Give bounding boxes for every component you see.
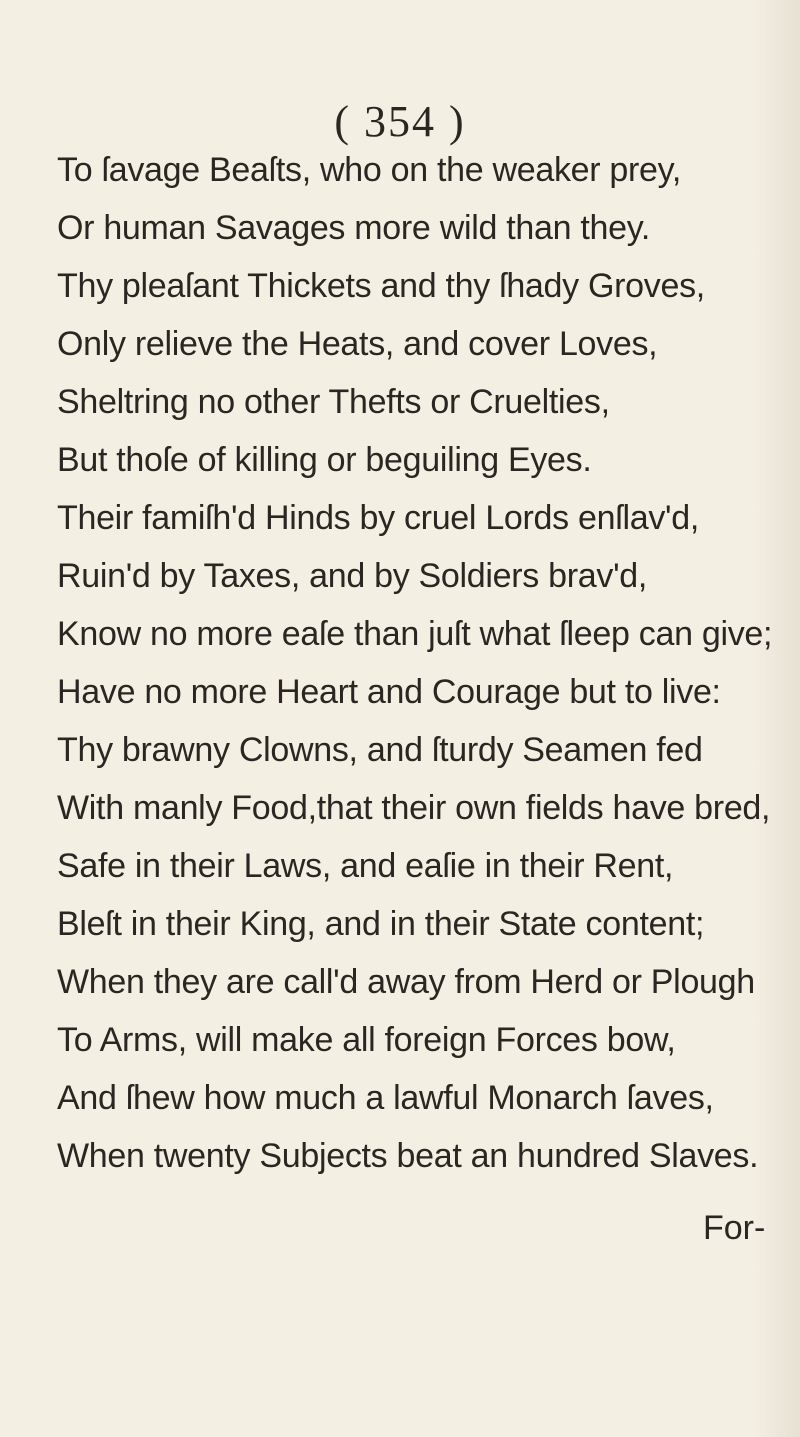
catchword: For-: [703, 1209, 766, 1247]
poem-line-13: Safe in their Laws, and eaſie in their Rent,: [57, 847, 674, 885]
poem-line-11: Thy brawny Clowns, and ſturdy Seamen fed: [57, 731, 703, 769]
poem-line-6: But thoſe of killing or beguiling Eyes.: [57, 441, 592, 479]
poem-line-12: With manly Food,that their own fields have bred,: [57, 789, 771, 827]
poem-line-8: Ruin'd by Taxes, and by Soldiers brav'd,: [57, 557, 648, 595]
poem-line-4: Only relieve the Heats, and cover Loves,: [57, 325, 658, 363]
page-number: ( 354 ): [334, 97, 466, 146]
poem-line-15: When they are call'd away from Herd or Plough: [57, 963, 755, 1001]
poem-line-17: And ſhew how much a lawful Monarch ſaves,: [57, 1079, 714, 1117]
poem-line-1: To ſavage Beaſts, who on the weaker prey,: [57, 151, 681, 189]
poem-line-16: To Arms, will make all foreign Forces bow,: [57, 1021, 676, 1059]
poem-line-10: Have no more Heart and Courage but to live:: [57, 673, 721, 711]
poem-line-18: When twenty Subjects beat an hundred Slaves.: [57, 1137, 759, 1175]
poem-line-5: Sheltring no other Thefts or Cruelties,: [57, 383, 610, 421]
poem-line-3: Thy pleaſant Thickets and thy ſhady Groves,: [57, 267, 705, 305]
poem-line-14: Bleſt in their King, and in their State content;: [57, 905, 705, 943]
poem-line-7: Their famiſh'd Hinds by cruel Lords enſlav'd,: [57, 499, 699, 537]
poem-line-9: Know no more eaſe than juſt what ſleep can give;: [57, 615, 773, 653]
poem-line-2: Or human Savages more wild than they.: [57, 209, 651, 247]
